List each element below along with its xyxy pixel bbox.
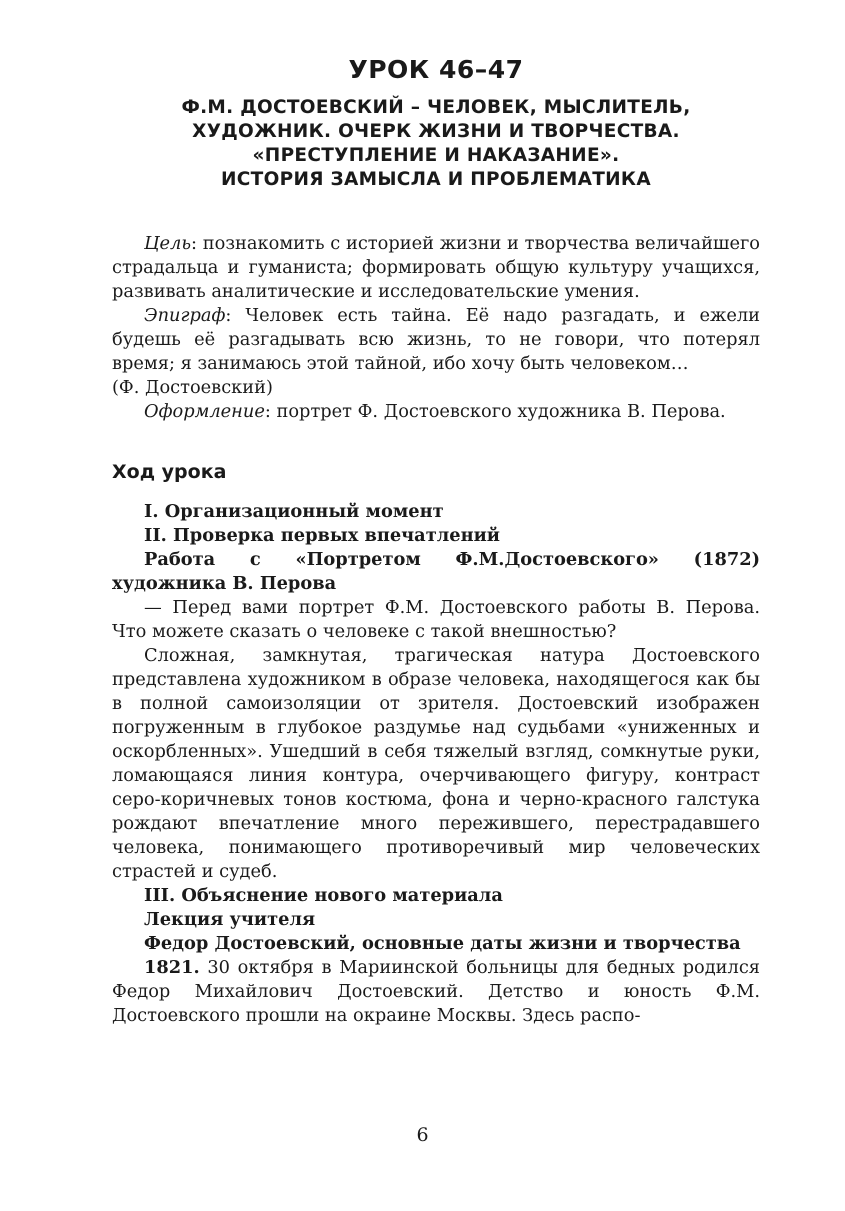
lesson-title: УРОК 46–47 — [348, 55, 524, 84]
question-paragraph: — Перед вами портрет Ф.М. Достоевского работы В. Перова. Что можете сказать о человеке с такой внешностью? — [112, 597, 760, 642]
epigraph-source: (Ф. Достоевский) — [112, 377, 273, 398]
design-label: Оформление — [144, 401, 265, 422]
year-text: 30 октября в Мариинской больницы для бедных родился Федор Михайлович Достоевский. Детство и юность Ф.М. Достоевского прошли на окраине Москвы. Здесь распо- — [112, 957, 760, 1026]
dates-heading: Федор Достоевский, основные даты жизни и творчества — [144, 933, 741, 954]
section-heading: I. Организационный момент — [144, 501, 444, 522]
course-heading: Ход урока — [112, 461, 227, 483]
epigraph-paragraph — [112, 304, 760, 400]
topic-line: ХУДОЖНИК. ОЧЕРК ЖИЗНИ И ТВОРЧЕСТВА. — [192, 121, 680, 142]
design-paragraph — [112, 400, 760, 424]
epigraph-text: : Человек есть тайна. Её надо разгадать, и ежели будешь её разгадывать всю жизнь, то не говори, что потерял время; я занимаюсь этой тайной, ибо хочу быть человеком… — [112, 305, 760, 374]
lesson-topic — [112, 96, 760, 192]
lesson-body — [112, 500, 760, 1028]
year-paragraph — [112, 956, 760, 1028]
topic-line: ИСТОРИЯ ЗАМЫСЛА И ПРОБЛЕМАТИКА — [221, 169, 651, 190]
page-number: 6 — [416, 1124, 429, 1146]
goal-paragraph — [112, 232, 760, 304]
page-content — [112, 52, 760, 1028]
epigraph-label: Эпиграф — [144, 305, 226, 326]
design-text: : портрет Ф. Достоевского художника В. Перова. — [264, 401, 726, 422]
topic-line: «ПРЕСТУПЛЕНИЕ И НАКАЗАНИЕ». — [252, 145, 620, 166]
topic-line: Ф.М. ДОСТОЕВСКИЙ – ЧЕЛОВЕК, МЫСЛИТЕЛЬ, — [181, 97, 691, 118]
lesson-intro — [112, 232, 760, 424]
portrait-description: Сложная, замкнутая, трагическая натура Достоевского представлена художником в образе человека, находящегося как бы в полной самоизоляции от зрителя. Достоевский изображен погруженным в глубокое раздумье над судьбами «униженных и оскорбленных». Ушедший в себя тяжелый взгляд, сомкнутые руки, ломающаяся линия контура, очерчивающего фигуру, контраст серо-коричневых тонов костюма, фона и черно-красного галстука рождают впечатление много пережившего, перестрадавшего человека, понимающего противоречивый мир человеческих страстей и судеб. — [112, 645, 760, 882]
goal-label: Цель — [144, 233, 192, 254]
goal-text: : познакомить с историей жизни и творчества величайшего страдальца и гуманиста; формировать общую культуру учащихся, развивать аналитические и исследовательские умения. — [112, 233, 760, 302]
section-heading: III. Объяснение нового материала — [144, 885, 503, 906]
section-heading: II. Проверка первых впечатлений — [144, 525, 500, 546]
lecture-heading: Лекция учителя — [144, 909, 316, 930]
portrait-heading: Работа с «Портретом Ф.М.Достоевского» (1872) художника В. Перова — [112, 549, 760, 594]
year-label: 1821. — [144, 957, 200, 978]
